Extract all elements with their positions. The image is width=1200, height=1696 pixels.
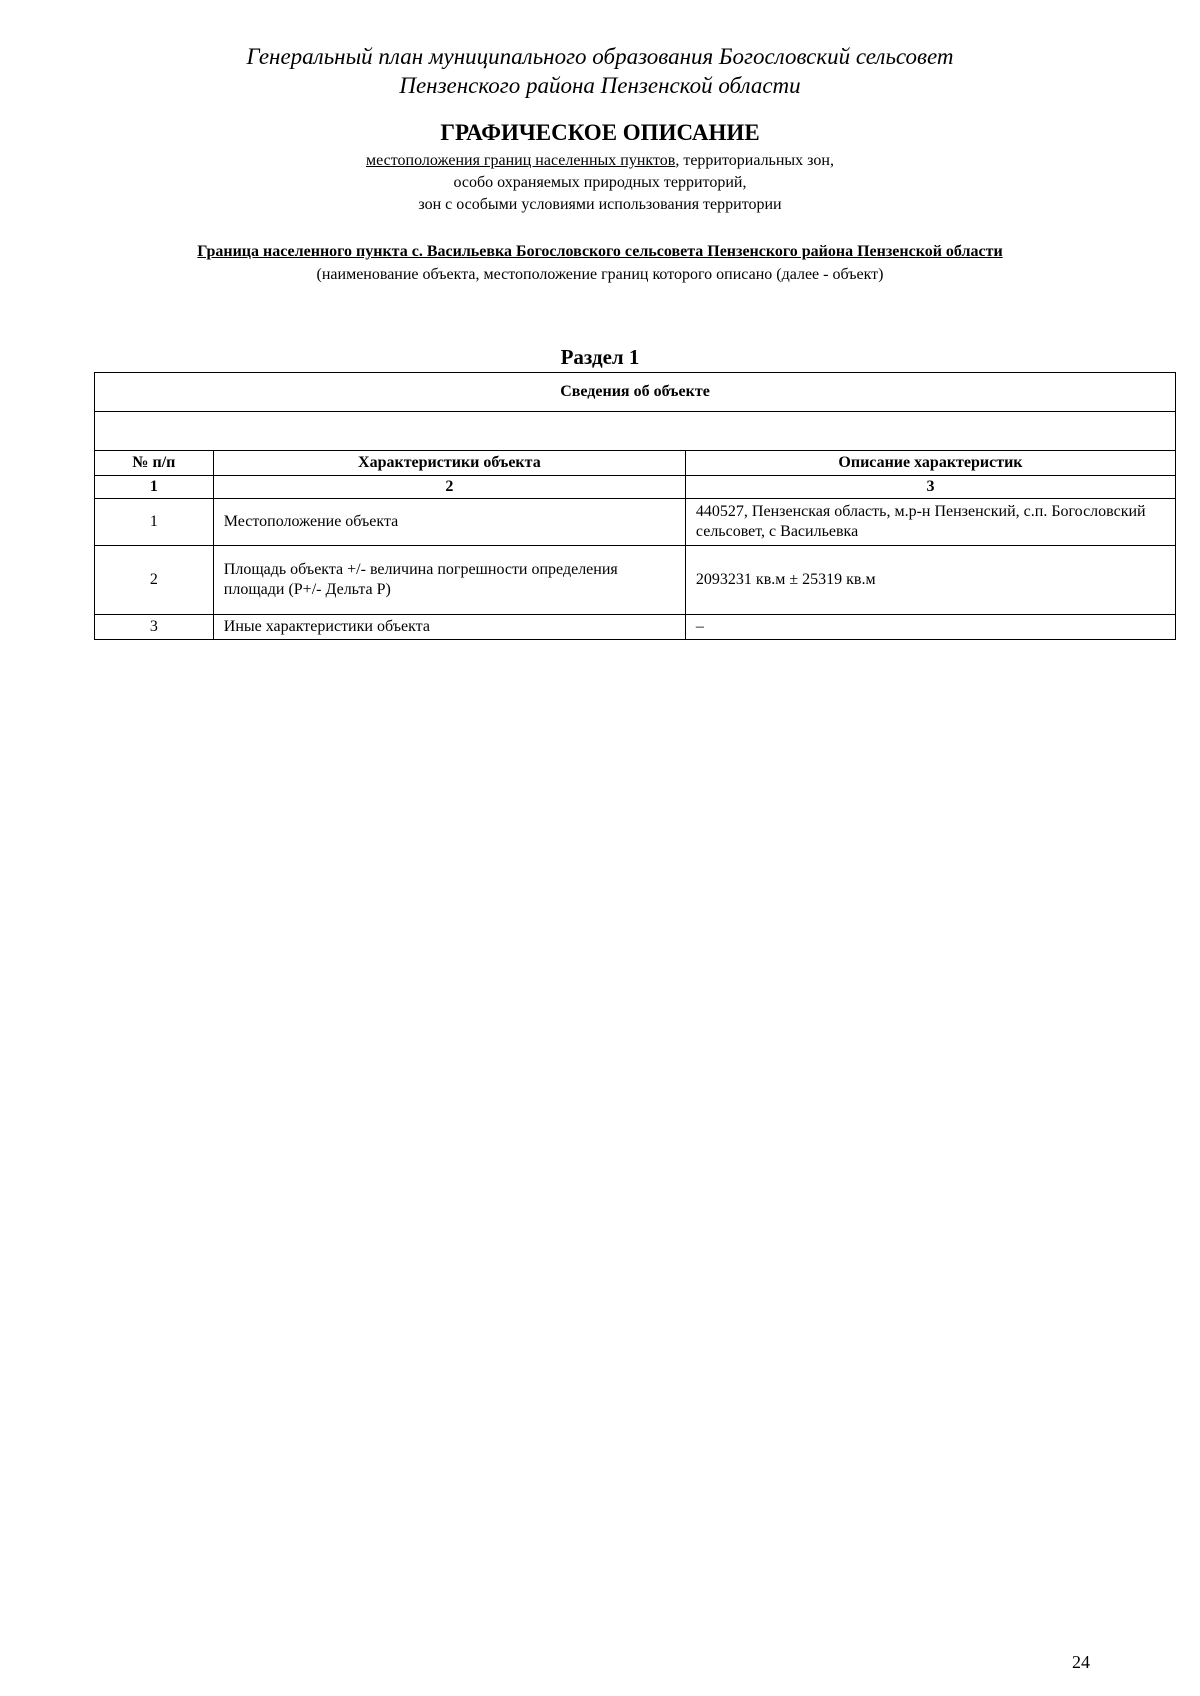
row-characteristic: Местоположение объекта: [213, 499, 685, 546]
header-line-1: Генеральный план муниципального образования Богословский сельсовет: [246, 44, 954, 69]
table-row: [95, 546, 1176, 615]
object-name-note: (наименование объекта, местоположение границ которого описано (далее - объект): [316, 266, 884, 283]
row-number: 1: [95, 499, 214, 546]
table-row: [95, 499, 1176, 546]
object-info-table: [94, 372, 1176, 640]
main-title: ГРАФИЧЕСКОЕ ОПИСАНИЕ: [440, 120, 760, 145]
page-number: 24: [1072, 1652, 1090, 1672]
document-header: [0, 42, 1200, 100]
column-number-2: 2: [213, 476, 685, 499]
row-characteristic: Площадь объекта +/- величина погрешности определения площади (Р+/- Дельта Р): [213, 546, 685, 615]
table-caption-row: [95, 373, 1176, 412]
subtitle-underlined-part: местоположения границ населенных пунктов: [366, 152, 676, 169]
row-description: 2093231 кв.м ± 25319 кв.м: [685, 546, 1175, 615]
row-number: 2: [95, 546, 214, 615]
header-line-2: Пензенского района Пензенской области: [399, 73, 801, 98]
section-title: Раздел 1: [560, 345, 640, 369]
column-number-3: 3: [685, 476, 1175, 499]
table-row: [95, 615, 1176, 640]
header-description: Описание характеристик: [685, 451, 1175, 476]
table-caption: Сведения об объекте: [95, 373, 1176, 412]
table-empty-cell: [95, 412, 1176, 451]
subtitle-rest-part: , территориальных зон,: [675, 152, 834, 169]
table-column-numbers-row: [95, 476, 1176, 499]
row-description: –: [685, 615, 1175, 640]
row-number: 3: [95, 615, 214, 640]
column-number-1: 1: [95, 476, 214, 499]
row-description: 440527, Пензенская область, м.р-н Пензенский, с.п. Богословский сельсовет, с Васильевка: [685, 499, 1175, 546]
subtitle-line-2: особо охраняемых природных территорий,: [453, 174, 747, 191]
subtitle-line-1: [0, 150, 1200, 172]
header-characteristic: Характеристики объекта: [213, 451, 685, 476]
title-subtitle: [0, 150, 1200, 216]
table-empty-row: [95, 412, 1176, 451]
table-header-row: [95, 451, 1176, 476]
object-name: Граница населенного пункта с. Васильевка Богословского сельсовета Пензенского района Пензенской области: [197, 243, 1003, 260]
subtitle-line-3: зон с особыми условиями использования территории: [418, 196, 782, 213]
row-characteristic: Иные характеристики объекта: [213, 615, 685, 640]
header-number: № п/п: [95, 451, 214, 476]
